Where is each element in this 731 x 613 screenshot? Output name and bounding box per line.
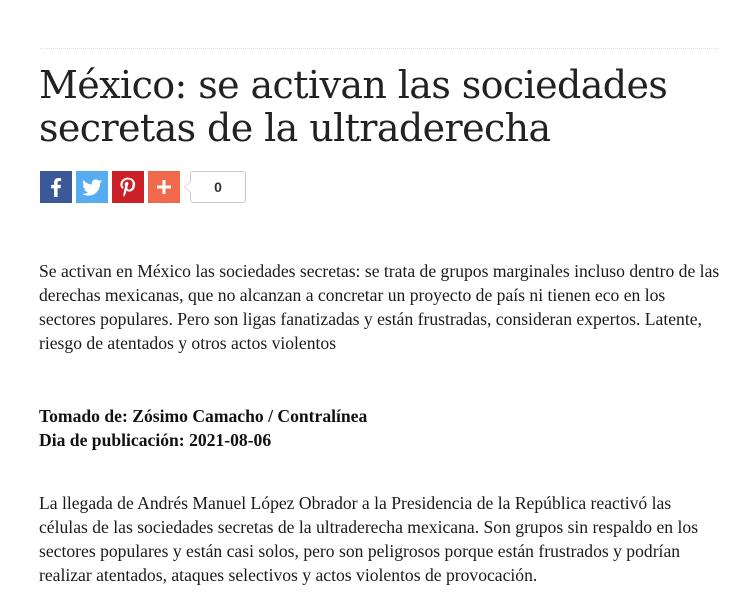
share-twitter-button[interactable]	[76, 171, 108, 203]
top-divider	[40, 48, 718, 49]
article-title: México: se activan las sociedades secretas de la ultraderecha	[39, 63, 668, 150]
article-source	[39, 404, 719, 428]
pinterest-icon	[112, 171, 144, 203]
share-more-button[interactable]	[148, 171, 180, 203]
facebook-icon	[40, 171, 72, 203]
share-count-badge: 0	[190, 171, 246, 203]
date-label: Dia de publicación:	[39, 430, 185, 450]
article-date	[39, 428, 719, 452]
source-value: Zósimo Camacho / Contralínea	[132, 406, 368, 426]
twitter-icon	[76, 171, 108, 203]
share-bar	[40, 171, 246, 203]
share-pinterest-button[interactable]	[112, 171, 144, 203]
source-label: Tomado de:	[39, 406, 128, 426]
article-lead: Se activan en México las sociedades secretas: se trata de grupos marginales incluso dentro de las derechas mexicanas, que no alcanzan a concretar un proyecto de país ni tienen eco en los sectores populares. Pero son ligas fanatizadas y están frustradas, consideran expertos. Latente, riesgo de atentados y otros actos violentos	[39, 261, 720, 353]
article-body-paragraph: La llegada de Andrés Manuel López Obrador a la Presidencia de la República reactivó las células de las sociedades secretas de la ultraderecha mexicana. Son grupos sin respaldo en los sectores populares y están casi solos, pero son peligrosos porque están frustrados y podrían realizar atentados, ataques selectivos y actos violentos de provocación.	[39, 493, 699, 585]
share-facebook-button[interactable]	[40, 171, 72, 203]
date-value: 2021-08-06	[189, 430, 272, 450]
article-meta	[39, 404, 719, 452]
plus-icon	[148, 171, 180, 203]
